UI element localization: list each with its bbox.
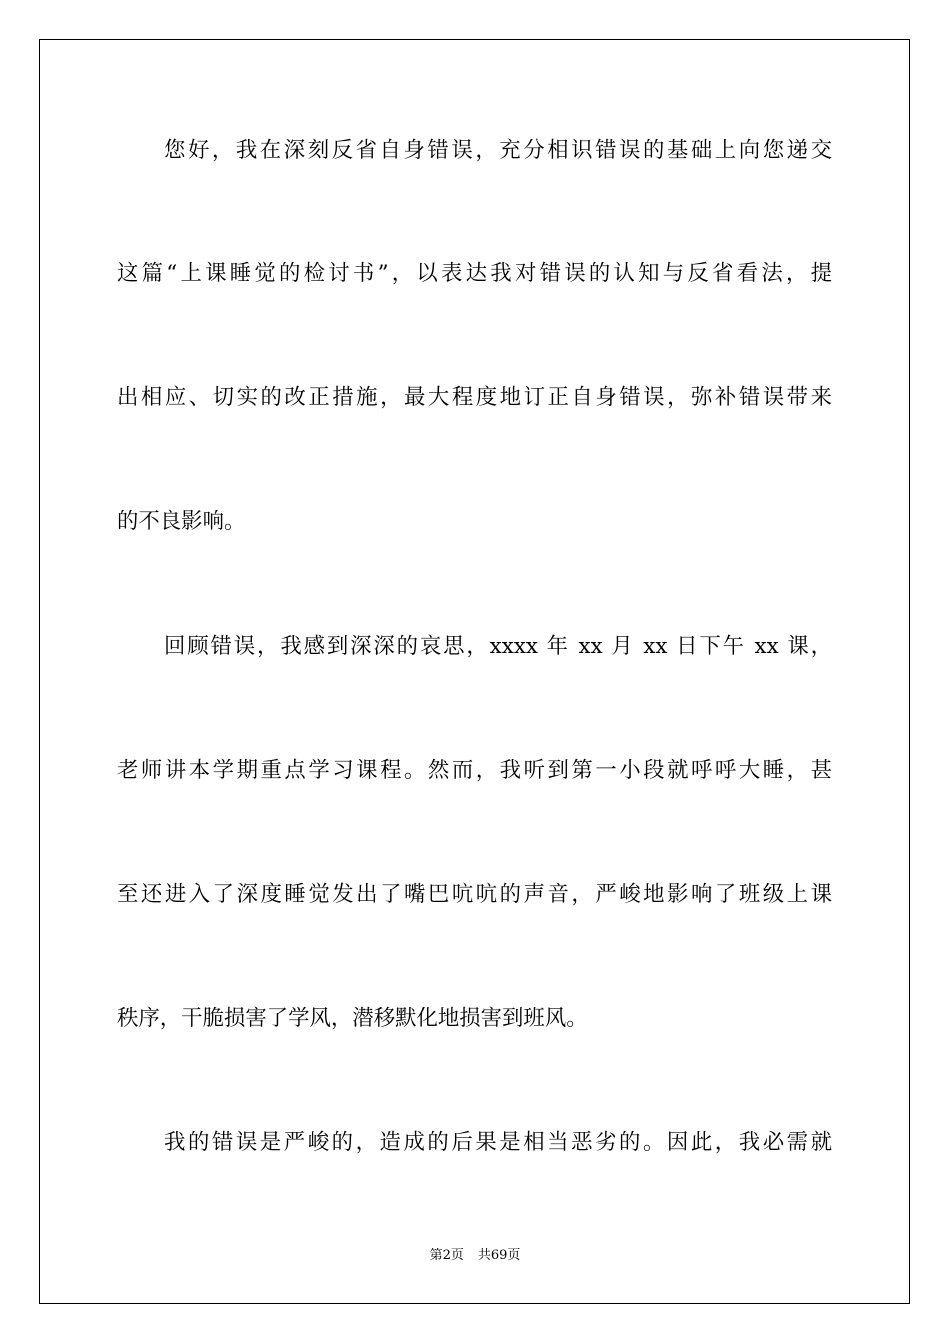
paragraph-1-line-3: 出相应、切实的改正措施，最大程度地订正自身错误，弥补错误带来 xyxy=(117,385,832,410)
paragraph-1-line-1: 您好，我在深刻反省自身错误，充分相识错误的基础上向您递交 xyxy=(164,138,832,163)
paragraph-1-line-2: 这篇“上课睡觉的检讨书”，以表达我对错误的认知与反省看法，提 xyxy=(117,261,832,286)
paragraph-2-line-2: 老师讲本学期重点学习课程。然而，我听到第一小段就呼呼大睡，甚 xyxy=(117,758,832,783)
paragraph-2-line-1: 回顾错误，我感到深深的哀思，xxxx 年 xx 月 xx 日下午 xx 课， xyxy=(164,634,832,659)
page-border xyxy=(39,39,910,1304)
paragraph-2-line-3: 至还进入了深度睡觉发出了嘴巴吭吭的声音，严峻地影响了班级上课 xyxy=(117,882,832,907)
page-footer xyxy=(0,1247,950,1265)
paragraph-3-line-1: 我的错误是严峻的，造成的后果是相当恶劣的。因此，我必需就 xyxy=(164,1130,832,1155)
paragraph-1-line-4: 的不良影响。 xyxy=(117,509,246,534)
paragraph-2-line-4: 秩序，干脆损害了学风，潜移默化地损害到班风。 xyxy=(117,1006,588,1031)
page-number: 第2页 xyxy=(429,1248,464,1263)
page-total: 共69页 xyxy=(477,1248,521,1263)
